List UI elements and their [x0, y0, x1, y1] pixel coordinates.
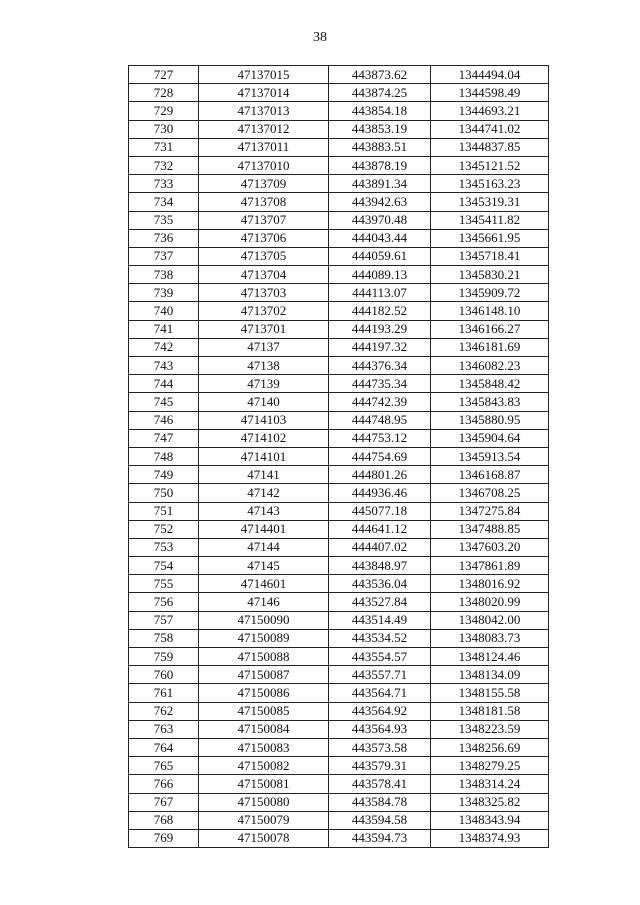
- y-coordinate-cell: 1346148.10: [431, 302, 549, 320]
- point-id-cell: 47150090: [199, 611, 329, 629]
- row-number-cell: 741: [129, 320, 199, 338]
- point-id-cell: 47137011: [199, 138, 329, 156]
- x-coordinate-cell: 444089.13: [329, 266, 431, 284]
- table-row: [129, 338, 549, 356]
- point-id-cell: 47137012: [199, 120, 329, 138]
- table-row: [129, 484, 549, 502]
- row-number-cell: 732: [129, 156, 199, 174]
- x-coordinate-cell: 445077.18: [329, 502, 431, 520]
- row-number-cell: 736: [129, 229, 199, 247]
- row-number-cell: 743: [129, 357, 199, 375]
- row-number-cell: 763: [129, 720, 199, 738]
- table-row: [129, 193, 549, 211]
- row-number-cell: 750: [129, 484, 199, 502]
- point-id-cell: 4713709: [199, 175, 329, 193]
- row-number-cell: 740: [129, 302, 199, 320]
- row-number-cell: 734: [129, 193, 199, 211]
- row-number-cell: 727: [129, 66, 199, 84]
- table-row: [129, 502, 549, 520]
- point-id-cell: 47137013: [199, 102, 329, 120]
- table-row: [129, 66, 549, 84]
- point-id-cell: 47146: [199, 593, 329, 611]
- table-row: [129, 702, 549, 720]
- table-row: [129, 738, 549, 756]
- y-coordinate-cell: 1348374.93: [431, 829, 549, 847]
- table-row: [129, 757, 549, 775]
- table-row: [129, 538, 549, 556]
- point-id-cell: 4714103: [199, 411, 329, 429]
- row-number-cell: 757: [129, 611, 199, 629]
- x-coordinate-cell: 443527.84: [329, 593, 431, 611]
- row-number-cell: 742: [129, 338, 199, 356]
- table-row: [129, 684, 549, 702]
- point-id-cell: 47142: [199, 484, 329, 502]
- x-coordinate-cell: 444735.34: [329, 375, 431, 393]
- y-coordinate-cell: 1346082.23: [431, 357, 549, 375]
- table-row: [129, 466, 549, 484]
- x-coordinate-cell: 443594.73: [329, 829, 431, 847]
- row-number-cell: 748: [129, 447, 199, 465]
- row-number-cell: 764: [129, 738, 199, 756]
- x-coordinate-cell: 443848.97: [329, 557, 431, 575]
- x-coordinate-cell: 443564.93: [329, 720, 431, 738]
- x-coordinate-cell: 443594.58: [329, 811, 431, 829]
- row-number-cell: 746: [129, 411, 199, 429]
- x-coordinate-cell: 443578.41: [329, 775, 431, 793]
- x-coordinate-cell: 444182.52: [329, 302, 431, 320]
- x-coordinate-cell: 443554.57: [329, 648, 431, 666]
- y-coordinate-cell: 1347275.84: [431, 502, 549, 520]
- x-coordinate-cell: 444113.07: [329, 284, 431, 302]
- point-id-cell: 47141: [199, 466, 329, 484]
- y-coordinate-cell: 1346168.87: [431, 466, 549, 484]
- table-row: [129, 175, 549, 193]
- y-coordinate-cell: 1346166.27: [431, 320, 549, 338]
- y-coordinate-cell: 1345904.64: [431, 429, 549, 447]
- x-coordinate-cell: 444801.26: [329, 466, 431, 484]
- x-coordinate-cell: 444641.12: [329, 520, 431, 538]
- coordinates-table-body: [129, 66, 549, 848]
- y-coordinate-cell: 1347861.89: [431, 557, 549, 575]
- point-id-cell: 47138: [199, 357, 329, 375]
- point-id-cell: 47145: [199, 557, 329, 575]
- x-coordinate-cell: 444748.95: [329, 411, 431, 429]
- x-coordinate-cell: 443564.92: [329, 702, 431, 720]
- table-row: [129, 375, 549, 393]
- table-row: [129, 666, 549, 684]
- y-coordinate-cell: 1345661.95: [431, 229, 549, 247]
- point-id-cell: 4714601: [199, 575, 329, 593]
- table-row: [129, 102, 549, 120]
- y-coordinate-cell: 1348083.73: [431, 629, 549, 647]
- y-coordinate-cell: 1348223.59: [431, 720, 549, 738]
- row-number-cell: 731: [129, 138, 199, 156]
- y-coordinate-cell: 1345843.83: [431, 393, 549, 411]
- row-number-cell: 737: [129, 247, 199, 265]
- y-coordinate-cell: 1345411.82: [431, 211, 549, 229]
- point-id-cell: 47150088: [199, 648, 329, 666]
- row-number-cell: 735: [129, 211, 199, 229]
- y-coordinate-cell: 1348325.82: [431, 793, 549, 811]
- y-coordinate-cell: 1344494.04: [431, 66, 549, 84]
- point-id-cell: 4713701: [199, 320, 329, 338]
- row-number-cell: 762: [129, 702, 199, 720]
- y-coordinate-cell: 1348020.99: [431, 593, 549, 611]
- y-coordinate-cell: 1348256.69: [431, 738, 549, 756]
- point-id-cell: 4713708: [199, 193, 329, 211]
- point-id-cell: 4713707: [199, 211, 329, 229]
- coordinates-table: [128, 65, 549, 848]
- point-id-cell: 47150086: [199, 684, 329, 702]
- x-coordinate-cell: 443878.19: [329, 156, 431, 174]
- row-number-cell: 749: [129, 466, 199, 484]
- x-coordinate-cell: 443573.58: [329, 738, 431, 756]
- x-coordinate-cell: 444936.46: [329, 484, 431, 502]
- y-coordinate-cell: 1345163.23: [431, 175, 549, 193]
- row-number-cell: 759: [129, 648, 199, 666]
- y-coordinate-cell: 1348042.00: [431, 611, 549, 629]
- point-id-cell: 47150087: [199, 666, 329, 684]
- row-number-cell: 752: [129, 520, 199, 538]
- y-coordinate-cell: 1345909.72: [431, 284, 549, 302]
- x-coordinate-cell: 444407.02: [329, 538, 431, 556]
- y-coordinate-cell: 1345830.21: [431, 266, 549, 284]
- table-row: [129, 811, 549, 829]
- x-coordinate-cell: 444742.39: [329, 393, 431, 411]
- point-id-cell: 47150083: [199, 738, 329, 756]
- table-row: [129, 520, 549, 538]
- table-row: [129, 393, 549, 411]
- x-coordinate-cell: 443883.51: [329, 138, 431, 156]
- table-row: [129, 557, 549, 575]
- point-id-cell: 4714401: [199, 520, 329, 538]
- table-row: [129, 156, 549, 174]
- table-row: [129, 266, 549, 284]
- row-number-cell: 756: [129, 593, 199, 611]
- x-coordinate-cell: 443534.52: [329, 629, 431, 647]
- point-id-cell: 47139: [199, 375, 329, 393]
- row-number-cell: 767: [129, 793, 199, 811]
- x-coordinate-cell: 443942.63: [329, 193, 431, 211]
- row-number-cell: 754: [129, 557, 199, 575]
- row-number-cell: 738: [129, 266, 199, 284]
- table-row: [129, 720, 549, 738]
- table-row: [129, 775, 549, 793]
- y-coordinate-cell: 1344693.21: [431, 102, 549, 120]
- point-id-cell: 4714101: [199, 447, 329, 465]
- page-number: 38: [313, 30, 327, 45]
- table-row: [129, 447, 549, 465]
- x-coordinate-cell: 444376.34: [329, 357, 431, 375]
- y-coordinate-cell: 1345848.42: [431, 375, 549, 393]
- row-number-cell: 751: [129, 502, 199, 520]
- x-coordinate-cell: 443854.18: [329, 102, 431, 120]
- row-number-cell: 761: [129, 684, 199, 702]
- row-number-cell: 760: [129, 666, 199, 684]
- table-row: [129, 829, 549, 847]
- point-id-cell: 47150080: [199, 793, 329, 811]
- row-number-cell: 755: [129, 575, 199, 593]
- y-coordinate-cell: 1348343.94: [431, 811, 549, 829]
- point-id-cell: 4714102: [199, 429, 329, 447]
- point-id-cell: 47143: [199, 502, 329, 520]
- table-row: [129, 247, 549, 265]
- row-number-cell: 733: [129, 175, 199, 193]
- y-coordinate-cell: 1344837.85: [431, 138, 549, 156]
- table-row: [129, 793, 549, 811]
- table-row: [129, 611, 549, 629]
- row-number-cell: 729: [129, 102, 199, 120]
- y-coordinate-cell: 1348314.24: [431, 775, 549, 793]
- point-id-cell: 47150089: [199, 629, 329, 647]
- y-coordinate-cell: 1348181.58: [431, 702, 549, 720]
- row-number-cell: 769: [129, 829, 199, 847]
- table-row: [129, 138, 549, 156]
- table-row: [129, 429, 549, 447]
- x-coordinate-cell: 443891.34: [329, 175, 431, 193]
- y-coordinate-cell: 1347603.20: [431, 538, 549, 556]
- row-number-cell: 758: [129, 629, 199, 647]
- row-number-cell: 744: [129, 375, 199, 393]
- row-number-cell: 765: [129, 757, 199, 775]
- table-row: [129, 411, 549, 429]
- y-coordinate-cell: 1345718.41: [431, 247, 549, 265]
- table-row: [129, 120, 549, 138]
- point-id-cell: 4713702: [199, 302, 329, 320]
- table-row: [129, 357, 549, 375]
- point-id-cell: 47150078: [199, 829, 329, 847]
- row-number-cell: 739: [129, 284, 199, 302]
- x-coordinate-cell: 443874.25: [329, 84, 431, 102]
- table-row: [129, 302, 549, 320]
- y-coordinate-cell: 1348279.25: [431, 757, 549, 775]
- point-id-cell: 47137014: [199, 84, 329, 102]
- table-row: [129, 84, 549, 102]
- x-coordinate-cell: 444059.61: [329, 247, 431, 265]
- point-id-cell: 47137010: [199, 156, 329, 174]
- point-id-cell: 47150081: [199, 775, 329, 793]
- table-row: [129, 211, 549, 229]
- x-coordinate-cell: 444043.44: [329, 229, 431, 247]
- row-number-cell: 730: [129, 120, 199, 138]
- row-number-cell: 745: [129, 393, 199, 411]
- point-id-cell: 47150079: [199, 811, 329, 829]
- x-coordinate-cell: 443584.78: [329, 793, 431, 811]
- point-id-cell: 47137015: [199, 66, 329, 84]
- x-coordinate-cell: 443579.31: [329, 757, 431, 775]
- y-coordinate-cell: 1345121.52: [431, 156, 549, 174]
- y-coordinate-cell: 1344598.49: [431, 84, 549, 102]
- x-coordinate-cell: 444197.32: [329, 338, 431, 356]
- table-row: [129, 648, 549, 666]
- point-id-cell: 47150085: [199, 702, 329, 720]
- x-coordinate-cell: 443873.62: [329, 66, 431, 84]
- row-number-cell: 768: [129, 811, 199, 829]
- point-id-cell: 47137: [199, 338, 329, 356]
- y-coordinate-cell: 1348124.46: [431, 648, 549, 666]
- x-coordinate-cell: 444753.12: [329, 429, 431, 447]
- y-coordinate-cell: 1347488.85: [431, 520, 549, 538]
- x-coordinate-cell: 443853.19: [329, 120, 431, 138]
- row-number-cell: 753: [129, 538, 199, 556]
- point-id-cell: 4713703: [199, 284, 329, 302]
- y-coordinate-cell: 1348155.58: [431, 684, 549, 702]
- point-id-cell: 4713706: [199, 229, 329, 247]
- table-row: [129, 575, 549, 593]
- row-number-cell: 728: [129, 84, 199, 102]
- point-id-cell: 47140: [199, 393, 329, 411]
- y-coordinate-cell: 1345880.95: [431, 411, 549, 429]
- x-coordinate-cell: 443557.71: [329, 666, 431, 684]
- y-coordinate-cell: 1346708.25: [431, 484, 549, 502]
- row-number-cell: 747: [129, 429, 199, 447]
- y-coordinate-cell: 1344741.02: [431, 120, 549, 138]
- point-id-cell: 4713705: [199, 247, 329, 265]
- x-coordinate-cell: 443514.49: [329, 611, 431, 629]
- y-coordinate-cell: 1345913.54: [431, 447, 549, 465]
- y-coordinate-cell: 1345319.31: [431, 193, 549, 211]
- x-coordinate-cell: 443536.04: [329, 575, 431, 593]
- y-coordinate-cell: 1348134.09: [431, 666, 549, 684]
- table-row: [129, 320, 549, 338]
- x-coordinate-cell: 443970.48: [329, 211, 431, 229]
- table-row: [129, 629, 549, 647]
- point-id-cell: 47150082: [199, 757, 329, 775]
- point-id-cell: 4713704: [199, 266, 329, 284]
- table-row: [129, 593, 549, 611]
- row-number-cell: 766: [129, 775, 199, 793]
- x-coordinate-cell: 444754.69: [329, 447, 431, 465]
- point-id-cell: 47150084: [199, 720, 329, 738]
- y-coordinate-cell: 1348016.92: [431, 575, 549, 593]
- table-row: [129, 284, 549, 302]
- table-row: [129, 229, 549, 247]
- point-id-cell: 47144: [199, 538, 329, 556]
- y-coordinate-cell: 1346181.69: [431, 338, 549, 356]
- x-coordinate-cell: 443564.71: [329, 684, 431, 702]
- x-coordinate-cell: 444193.29: [329, 320, 431, 338]
